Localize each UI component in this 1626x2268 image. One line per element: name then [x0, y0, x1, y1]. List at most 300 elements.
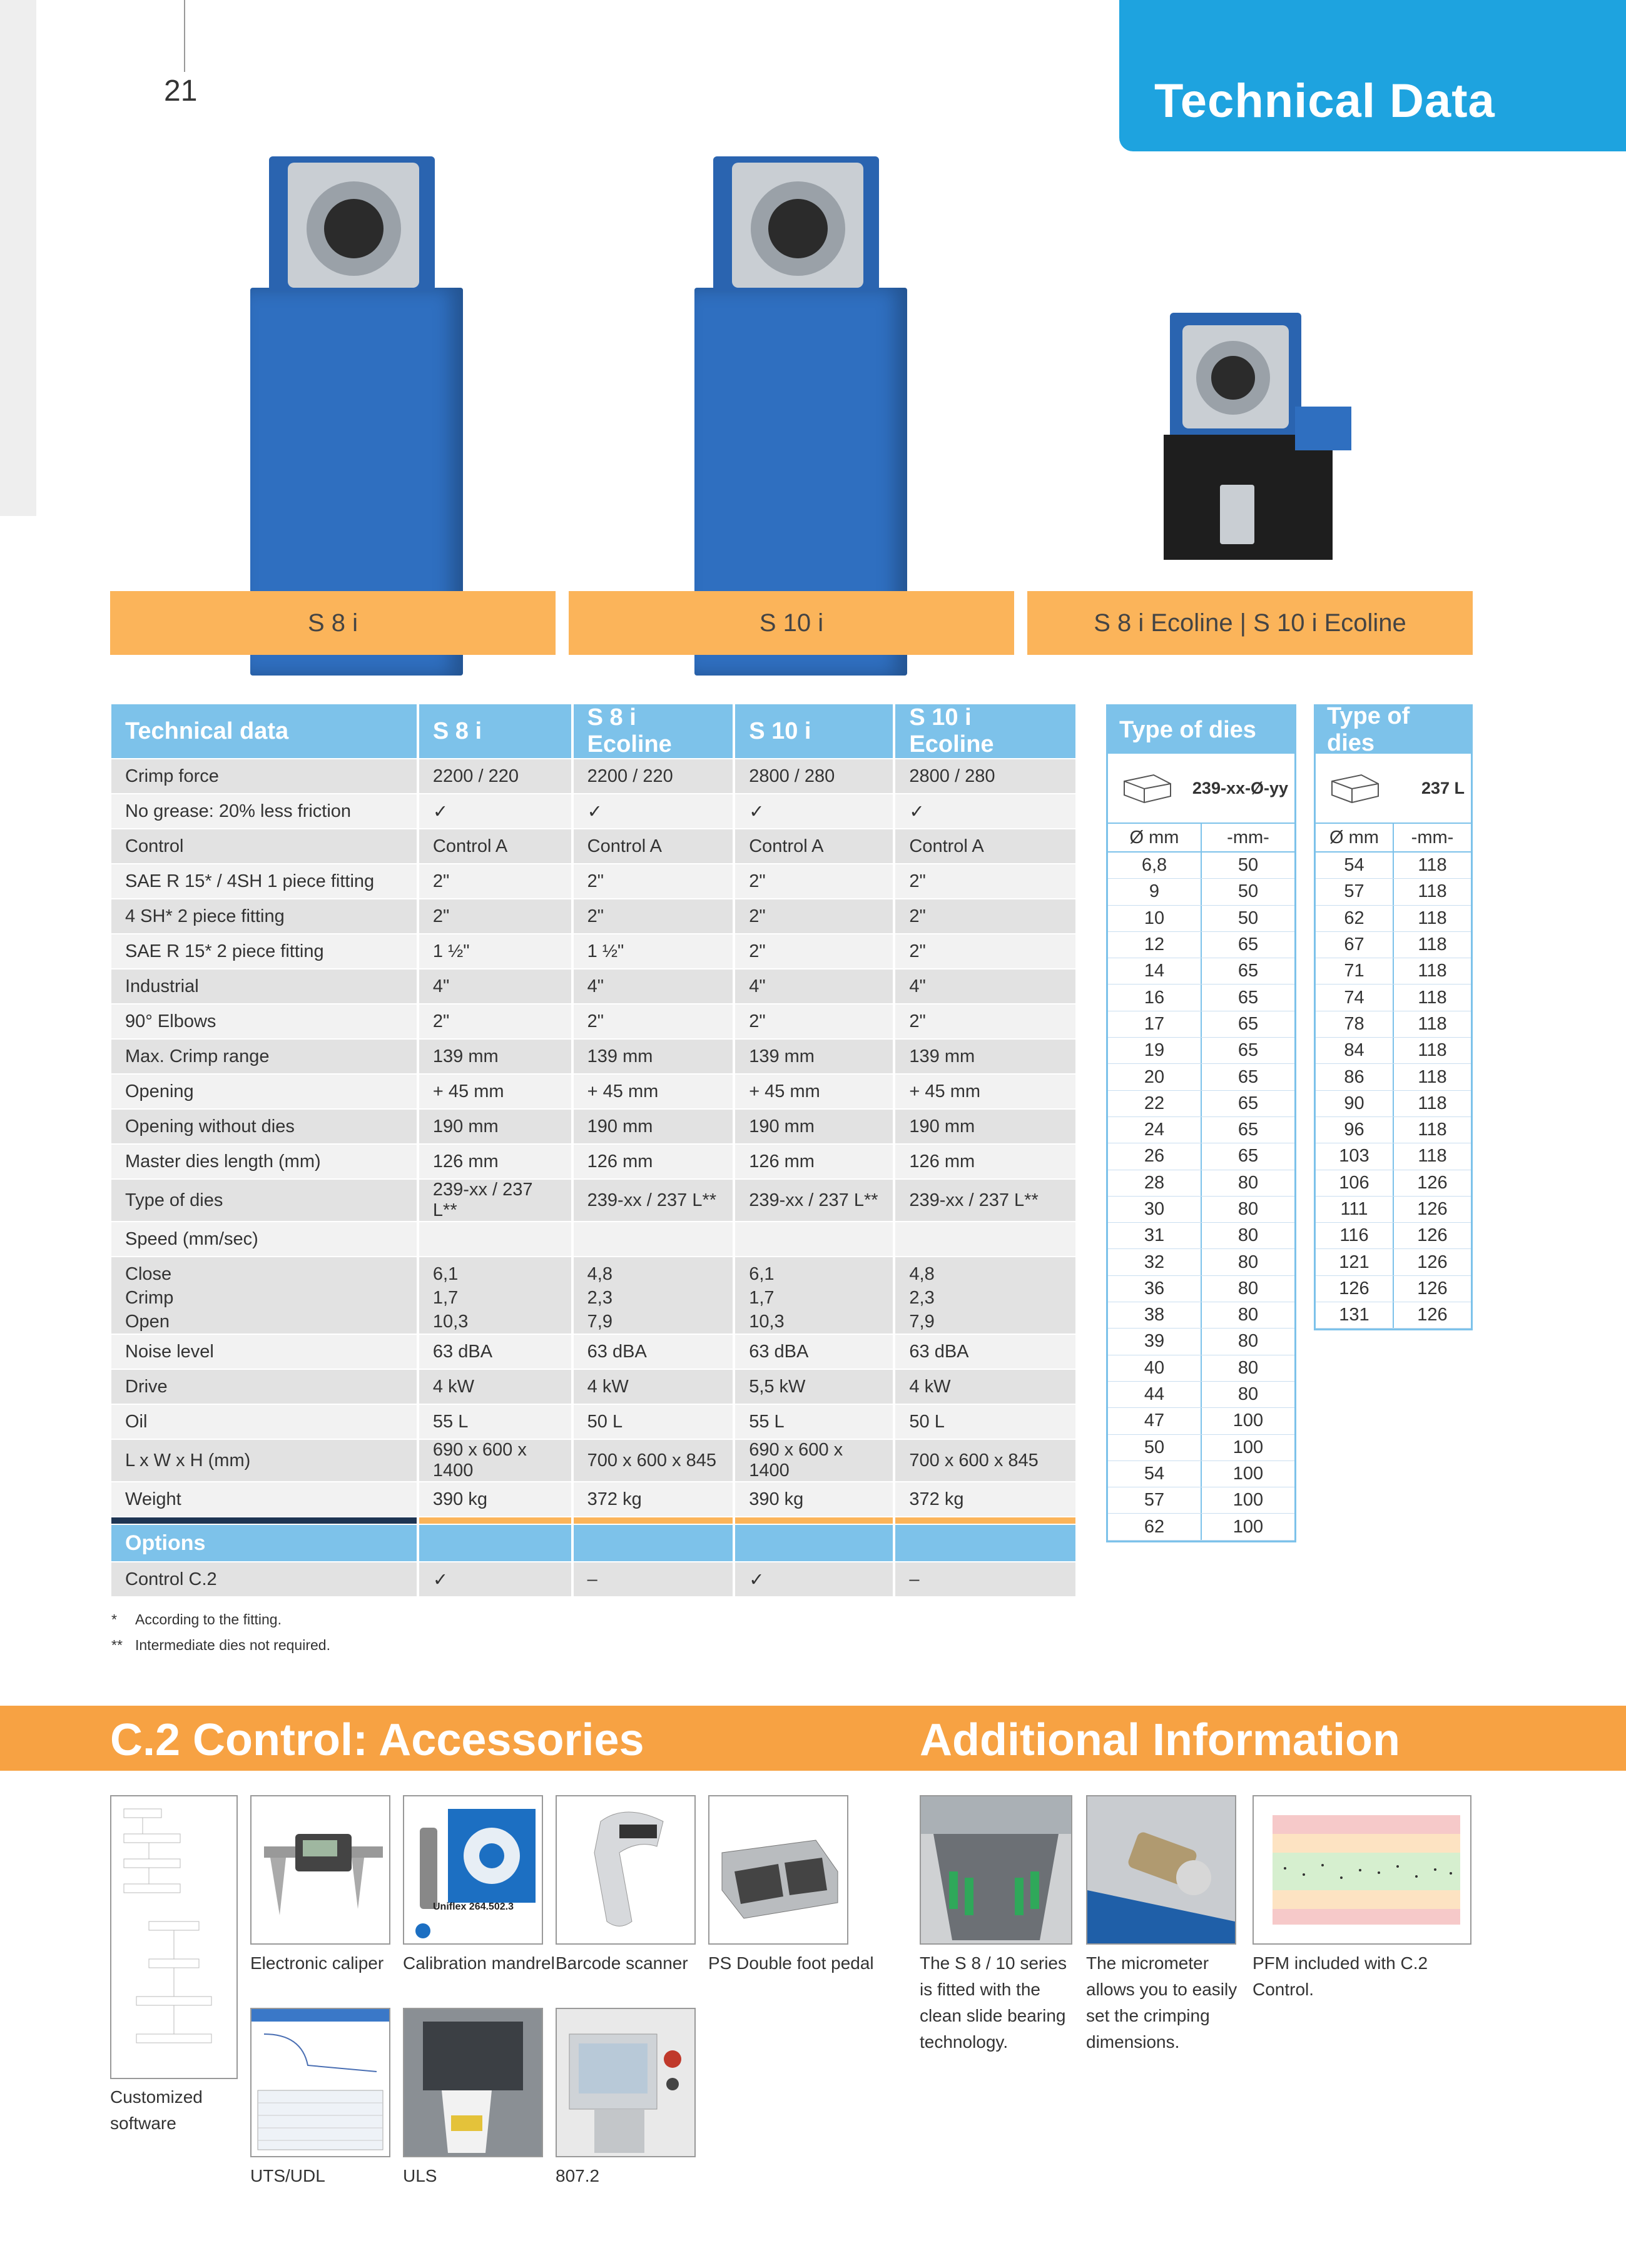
micrometer-image: [1086, 1795, 1236, 1945]
dies-row: [1108, 1170, 1294, 1197]
dies-diameter: 84: [1316, 1038, 1394, 1063]
dies-diameter: 57: [1316, 879, 1394, 904]
dies-length: 65: [1237, 1093, 1259, 1113]
dies-length: 80: [1237, 1199, 1259, 1219]
dies-length: 65: [1237, 987, 1259, 1008]
dies-row: [1316, 958, 1471, 985]
dies-row: [1108, 1408, 1294, 1434]
dies-length: 126: [1417, 1278, 1448, 1299]
table-cell: 2": [735, 899, 895, 934]
dies-row: [1316, 1011, 1471, 1038]
machine-label-s8i: S 8 i: [110, 591, 556, 655]
row-label: Oil: [111, 1405, 419, 1440]
table-cell: [419, 1525, 574, 1562]
dies-diameter: 71: [1316, 958, 1394, 984]
table-cell: 2": [574, 1005, 736, 1040]
table-cell: 139 mm: [419, 1040, 574, 1075]
caption-electronic-caliper: Electronic caliper: [250, 1953, 384, 1973]
table-cell: 239-xx / 237 L**: [419, 1180, 574, 1222]
table-cell: [895, 1222, 1078, 1257]
dies-length: 118: [1418, 1040, 1447, 1061]
dies-length: 118: [1418, 855, 1447, 876]
dies-length: 126: [1417, 1305, 1448, 1325]
speed-sublabel: Close: [125, 1264, 172, 1284]
dies-diameter: 9: [1108, 879, 1202, 904]
dies-diameter: 40: [1108, 1355, 1202, 1381]
table-cell: 372 kg: [574, 1482, 736, 1517]
table-cell: 1 ½": [574, 934, 736, 969]
table-cell: 2": [735, 1005, 895, 1040]
dies-diameter: 24: [1108, 1117, 1202, 1143]
table-cell: 139 mm: [735, 1040, 895, 1075]
dies-row: [1108, 958, 1294, 985]
pfm-chart-image: [1253, 1795, 1471, 1945]
dies-table-239: [1106, 704, 1296, 1542]
dies-length: 118: [1418, 1146, 1447, 1167]
dies-length: 118: [1418, 1066, 1447, 1087]
table-cell: 126 mm: [735, 1145, 895, 1180]
row-label: Control C.2: [111, 1562, 419, 1597]
dies-row: [1108, 932, 1294, 958]
dies-diameter: 67: [1316, 932, 1394, 958]
row-label: Opening without dies: [111, 1110, 419, 1145]
dies-length: 100: [1232, 1516, 1264, 1537]
row-label: Industrial: [111, 969, 419, 1005]
table-cell: ✓: [574, 794, 736, 829]
dies-diameter: 14: [1108, 958, 1202, 984]
row-label: Weight: [111, 1482, 419, 1517]
title-banner: [1119, 0, 1626, 151]
dies-row: [1108, 879, 1294, 905]
dies-diameter: 50: [1108, 1435, 1202, 1461]
table-cell: 4": [735, 969, 895, 1005]
footnote-text: Intermediate dies not required.: [135, 1637, 330, 1653]
table-cell: 390 kg: [419, 1482, 574, 1517]
speed-value: 2,3: [587, 1288, 612, 1308]
speed-value: 4,8: [587, 1264, 612, 1284]
technical-data-table: [111, 704, 1078, 1597]
speed-sublabels: [111, 1257, 419, 1335]
table-cell: 190 mm: [419, 1110, 574, 1145]
table-cell: 239-xx / 237 L**: [735, 1180, 895, 1222]
table-row: [111, 899, 1078, 934]
dies-row: [1108, 906, 1294, 932]
section-title-accessories: C.2 Control: Accessories: [110, 1715, 644, 1765]
table-cell: 190 mm: [735, 1110, 895, 1145]
row-label: Type of dies: [111, 1180, 419, 1222]
dies-diameter: 26: [1108, 1143, 1202, 1169]
table-cell: 2": [574, 864, 736, 899]
speed-value: 1,7: [749, 1288, 775, 1308]
dies-row: [1108, 1435, 1294, 1461]
dies-row: [1108, 1276, 1294, 1302]
table-row: [111, 969, 1078, 1005]
speed-value: 6,1: [432, 1264, 459, 1284]
dies-row: [1108, 1487, 1294, 1514]
table-cell: 700 x 600 x 845: [574, 1440, 736, 1482]
dies-diameter: 111: [1316, 1197, 1394, 1222]
dies-row: [1108, 1382, 1294, 1408]
speed-sublabel: Crimp: [125, 1288, 174, 1308]
row-label: Max. Crimp range: [111, 1040, 419, 1075]
caption-foot-pedal: PS Double foot pedal: [708, 1953, 874, 1973]
dies-row: [1316, 1170, 1471, 1197]
dies-col-header: [1108, 824, 1294, 853]
table-cell: 5,5 kW: [735, 1370, 895, 1405]
dies-row: [1108, 1223, 1294, 1249]
dies-table-237: [1314, 704, 1473, 1330]
dies-length: 100: [1232, 1410, 1264, 1431]
dies-length: 100: [1232, 1463, 1264, 1484]
table-cell: 190 mm: [574, 1110, 736, 1145]
dies-diameter: 62: [1316, 906, 1394, 931]
table-cell: 55 L: [419, 1405, 574, 1440]
table-row: [111, 1370, 1078, 1405]
table-row: [111, 1482, 1078, 1517]
customized-software-image: [110, 1795, 238, 2079]
footnote-mark: **: [111, 1637, 123, 1653]
separator-cell: [419, 1517, 574, 1525]
separator-cell: [574, 1517, 736, 1525]
options-header: Options: [111, 1525, 419, 1562]
dies-length: 100: [1232, 1490, 1264, 1511]
dies-row: [1108, 1197, 1294, 1223]
dies-length: 65: [1237, 1066, 1259, 1087]
foot-pedal-image: [708, 1795, 848, 1945]
dies-diameter: 32: [1108, 1249, 1202, 1275]
dies-row: [1316, 932, 1471, 958]
table-cell: 2": [419, 864, 574, 899]
dies-diameter: 74: [1316, 985, 1394, 1010]
caption-uls: ULS: [403, 2166, 437, 2185]
row-label: SAE R 15* / 4SH 1 piece fitting: [111, 864, 419, 899]
dies-length: 118: [1418, 908, 1447, 928]
dies-diameter: 16: [1108, 985, 1202, 1010]
dies-length: 100: [1232, 1437, 1264, 1457]
table-cell: [895, 1525, 1078, 1562]
dies-row: [1316, 1091, 1471, 1117]
table-cell: 63 dBA: [735, 1335, 895, 1370]
caption-slide-bearing: The S 8 / 10 series is fitted with the clean slide bearing technology.: [920, 1953, 1067, 2052]
table-row: [111, 1335, 1078, 1370]
dies-row: [1316, 879, 1471, 905]
table-row: [111, 1145, 1078, 1180]
table-cell: 2": [419, 1005, 574, 1040]
dies-diameter: 86: [1316, 1064, 1394, 1090]
speed-values: [735, 1257, 895, 1335]
speed-sublabel: Open: [125, 1312, 170, 1332]
speed-value: 7,9: [587, 1312, 612, 1332]
dies-code: 239-xx-Ø-yy: [1192, 778, 1288, 797]
dies-col-dia: Ø mm: [1316, 824, 1394, 851]
table-cell: 239-xx / 237 L**: [574, 1180, 736, 1222]
table-row: [111, 1180, 1078, 1222]
table-cell: 4 kW: [419, 1370, 574, 1405]
dies-length: 50: [1237, 855, 1259, 876]
dies-length: 118: [1418, 1013, 1447, 1034]
dies-row: [1108, 1302, 1294, 1329]
dies-diameter: 39: [1108, 1329, 1202, 1354]
table-cell: Control A: [895, 829, 1078, 864]
dies-length: 80: [1237, 1252, 1259, 1272]
machine-label-ecoline: S 8 i Ecoline | S 10 i Ecoline: [1027, 591, 1473, 655]
dies-row: [1108, 1461, 1294, 1487]
table-row: [111, 759, 1078, 794]
table-cell: 63 dBA: [895, 1335, 1078, 1370]
dies-length: 80: [1237, 1305, 1259, 1325]
table-cell: 50 L: [574, 1405, 736, 1440]
dies-row: [1108, 1329, 1294, 1355]
table-cell: + 45 mm: [574, 1075, 736, 1110]
section-band: [0, 1706, 1626, 1771]
table-row: [111, 934, 1078, 969]
dies-row: [1316, 1038, 1471, 1064]
dies-diameter: 38: [1108, 1302, 1202, 1328]
dies-row: [1108, 1143, 1294, 1170]
dies-row: [1108, 1355, 1294, 1382]
dies-diameter: 62: [1108, 1514, 1202, 1539]
dies-length: 65: [1237, 934, 1259, 955]
table-cell: 2800 / 280: [735, 759, 895, 794]
dies-row: [1316, 1117, 1471, 1143]
row-label: Control: [111, 829, 419, 864]
table-cell: [735, 1525, 895, 1562]
dies-row: [1316, 1249, 1471, 1275]
row-label: L x W x H (mm): [111, 1440, 419, 1482]
table-cell: 139 mm: [574, 1040, 736, 1075]
table-cell: 2": [895, 934, 1078, 969]
dies-diameter: 12: [1108, 932, 1202, 958]
table-cell: 4 kW: [895, 1370, 1078, 1405]
table-cell: 2": [735, 934, 895, 969]
speed-value: 7,9: [909, 1312, 935, 1332]
calibration-mandrel-image: [403, 1795, 543, 1945]
uts-udl-image: [250, 2008, 390, 2157]
table-row: [111, 1562, 1078, 1597]
speed-value: 1,7: [432, 1288, 459, 1308]
table-row: [111, 829, 1078, 864]
slide-bearing-image: [920, 1795, 1072, 1945]
footnote-2: [111, 1637, 330, 1654]
dies-length: 118: [1418, 881, 1447, 902]
dies-row: [1316, 1302, 1471, 1329]
dies-length: 126: [1417, 1225, 1448, 1246]
caption-customized-software: Customized software: [110, 2087, 203, 2133]
dies-diameter: 17: [1108, 1011, 1202, 1037]
dies-diameter: 22: [1108, 1091, 1202, 1116]
section-title-additional: Additional Information: [920, 1715, 1400, 1765]
table-cell: 2200 / 220: [419, 759, 574, 794]
table-cell: + 45 mm: [419, 1075, 574, 1110]
dies-length: 80: [1237, 1172, 1259, 1193]
dies-title: Type of dies: [1108, 706, 1294, 754]
separator-cell: [895, 1517, 1078, 1525]
dies-length: 118: [1418, 1093, 1447, 1113]
separator-cell: [111, 1517, 419, 1525]
separator-cell: [735, 1517, 895, 1525]
speed-values: [574, 1257, 736, 1335]
table-cell: 690 x 600 x 1400: [735, 1440, 895, 1482]
dies-diameter: 30: [1108, 1197, 1202, 1222]
dies-row: [1108, 1038, 1294, 1064]
dies-length: 118: [1418, 987, 1447, 1008]
speed-values: [419, 1257, 574, 1335]
dies-row: [1108, 1249, 1294, 1275]
row-label: Crimp force: [111, 759, 419, 794]
dies-length: 118: [1418, 961, 1447, 981]
table-cell: [419, 1222, 574, 1257]
electronic-caliper-image: [250, 1795, 390, 1945]
speed-value: 2,3: [909, 1288, 935, 1308]
table-row: [111, 1110, 1078, 1145]
dies-diameter: 20: [1108, 1064, 1202, 1090]
dies-length: 65: [1237, 961, 1259, 981]
machine-image-ecoline: [1157, 313, 1376, 563]
dies-row: [1108, 1064, 1294, 1090]
dies-length: 118: [1418, 934, 1447, 955]
table-row: [111, 1405, 1078, 1440]
dies-row: [1108, 1011, 1294, 1038]
dies-diameter: 57: [1108, 1487, 1202, 1513]
table-row: [111, 1005, 1078, 1040]
footnote-1: [111, 1611, 282, 1628]
dies-diameter: 116: [1316, 1223, 1394, 1248]
table-cell: 4": [895, 969, 1078, 1005]
die-icon: [1327, 770, 1383, 807]
table-cell: 372 kg: [895, 1482, 1078, 1517]
caption-807-2: 807.2: [556, 2166, 600, 2185]
dies-diameter: 19: [1108, 1038, 1202, 1063]
table-row: [111, 1257, 1078, 1335]
caption-barcode-scanner: Barcode scanner: [556, 1953, 688, 1973]
dies-diameter: 96: [1316, 1117, 1394, 1143]
table-cell: + 45 mm: [735, 1075, 895, 1110]
table-cell: 1 ½": [419, 934, 574, 969]
table-cell: 126 mm: [419, 1145, 574, 1180]
table-cell: 4": [419, 969, 574, 1005]
table-cell: 2": [574, 899, 736, 934]
table-cell: [735, 1222, 895, 1257]
caption-calibration-mandrel: Calibration mandrel: [403, 1953, 555, 1973]
table-header-row: [111, 704, 1078, 759]
row-label: Drive: [111, 1370, 419, 1405]
dies-code: 237 L: [1421, 778, 1465, 797]
table-cell: 50 L: [895, 1405, 1078, 1440]
row-label: No grease: 20% less friction: [111, 794, 419, 829]
table-cell: 700 x 600 x 845: [895, 1440, 1078, 1482]
sidebar-strip: [0, 0, 36, 516]
table-cell: 55 L: [735, 1405, 895, 1440]
dies-row: [1316, 906, 1471, 932]
table-cell: ✓: [735, 794, 895, 829]
dies-diameter: 47: [1108, 1408, 1202, 1434]
options-header-row: [111, 1525, 1078, 1562]
dies-row: [1316, 1223, 1471, 1249]
dies-row: [1108, 985, 1294, 1011]
dies-diameter: 6,8: [1108, 853, 1202, 878]
dies-diameter: 10: [1108, 906, 1202, 931]
dies-length: 126: [1417, 1252, 1448, 1272]
table-cell: 390 kg: [735, 1482, 895, 1517]
table-separator: [111, 1517, 1078, 1525]
dies-row: [1316, 1064, 1471, 1090]
row-label: Opening: [111, 1075, 419, 1110]
speed-value: 6,1: [749, 1264, 775, 1284]
table-cell: 2": [895, 899, 1078, 934]
table-header: Technical data: [111, 704, 419, 759]
table-cell: –: [574, 1562, 736, 1597]
speed-value: 10,3: [749, 1312, 785, 1332]
dies-length: 65: [1237, 1120, 1259, 1140]
dies-col-len: -mm-: [1227, 827, 1269, 848]
dies-col-dia: Ø mm: [1108, 824, 1202, 851]
table-cell: 2200 / 220: [574, 759, 736, 794]
table-cell: 126 mm: [574, 1145, 736, 1180]
table-cell: 239-xx / 237 L**: [895, 1180, 1078, 1222]
dies-diameter: 106: [1316, 1170, 1394, 1196]
die-icon: [1119, 770, 1176, 807]
table-cell: 2800 / 280: [895, 759, 1078, 794]
table-cell: 4 kW: [574, 1370, 736, 1405]
dies-row: [1108, 1117, 1294, 1143]
dies-length: 80: [1237, 1384, 1259, 1405]
dies-diameter: 103: [1316, 1143, 1394, 1169]
dies-title: Type of dies: [1316, 706, 1471, 754]
dies-row: [1316, 1197, 1471, 1223]
dies-diameter: 131: [1316, 1302, 1394, 1328]
dies-code-row: [1316, 754, 1471, 824]
table-cell: ✓: [419, 1562, 574, 1597]
table-cell: 4": [574, 969, 736, 1005]
table-header: S 8 i Ecoline: [574, 704, 736, 759]
barcode-scanner-image: [556, 1795, 696, 1945]
footnote-text: According to the fitting.: [135, 1611, 282, 1628]
table-cell: 2": [419, 899, 574, 934]
table-cell: 2": [895, 1005, 1078, 1040]
table-cell: ✓: [419, 794, 574, 829]
dies-length: 65: [1237, 1040, 1259, 1061]
table-cell: 2": [735, 864, 895, 899]
dies-diameter: 31: [1108, 1223, 1202, 1248]
table-header: S 10 i Ecoline: [895, 704, 1078, 759]
table-cell: [574, 1222, 736, 1257]
dies-row: [1316, 1276, 1471, 1302]
machine-image-s10i: [688, 153, 926, 547]
mandrel-label: Uniflex 264.502.3: [433, 1901, 514, 1912]
table-header: S 10 i: [735, 704, 895, 759]
dies-length: 118: [1418, 1120, 1447, 1140]
dies-diameter: 54: [1108, 1461, 1202, 1487]
speed-values: [895, 1257, 1078, 1335]
row-label: 4 SH* 2 piece fitting: [111, 899, 419, 934]
caption-uts-udl: UTS/UDL: [250, 2166, 325, 2185]
dies-diameter: 28: [1108, 1170, 1202, 1196]
table-cell: 63 dBA: [419, 1335, 574, 1370]
dies-length: 80: [1237, 1357, 1259, 1378]
page-number: 21: [164, 74, 198, 108]
dies-diameter: 78: [1316, 1011, 1394, 1037]
table-cell: Control A: [735, 829, 895, 864]
dies-diameter: 90: [1316, 1091, 1394, 1116]
caption-micrometer: The micrometer allows you to easily set the crimping dimensions.: [1086, 1953, 1237, 2052]
dies-length: 80: [1237, 1278, 1259, 1299]
machine-label-s10i: S 10 i: [569, 591, 1014, 655]
dies-col-len: -mm-: [1411, 827, 1454, 848]
table-cell: ✓: [735, 1562, 895, 1597]
table-row: [111, 1440, 1078, 1482]
control-807-image: [556, 2008, 696, 2157]
dies-length: 65: [1237, 1146, 1259, 1167]
